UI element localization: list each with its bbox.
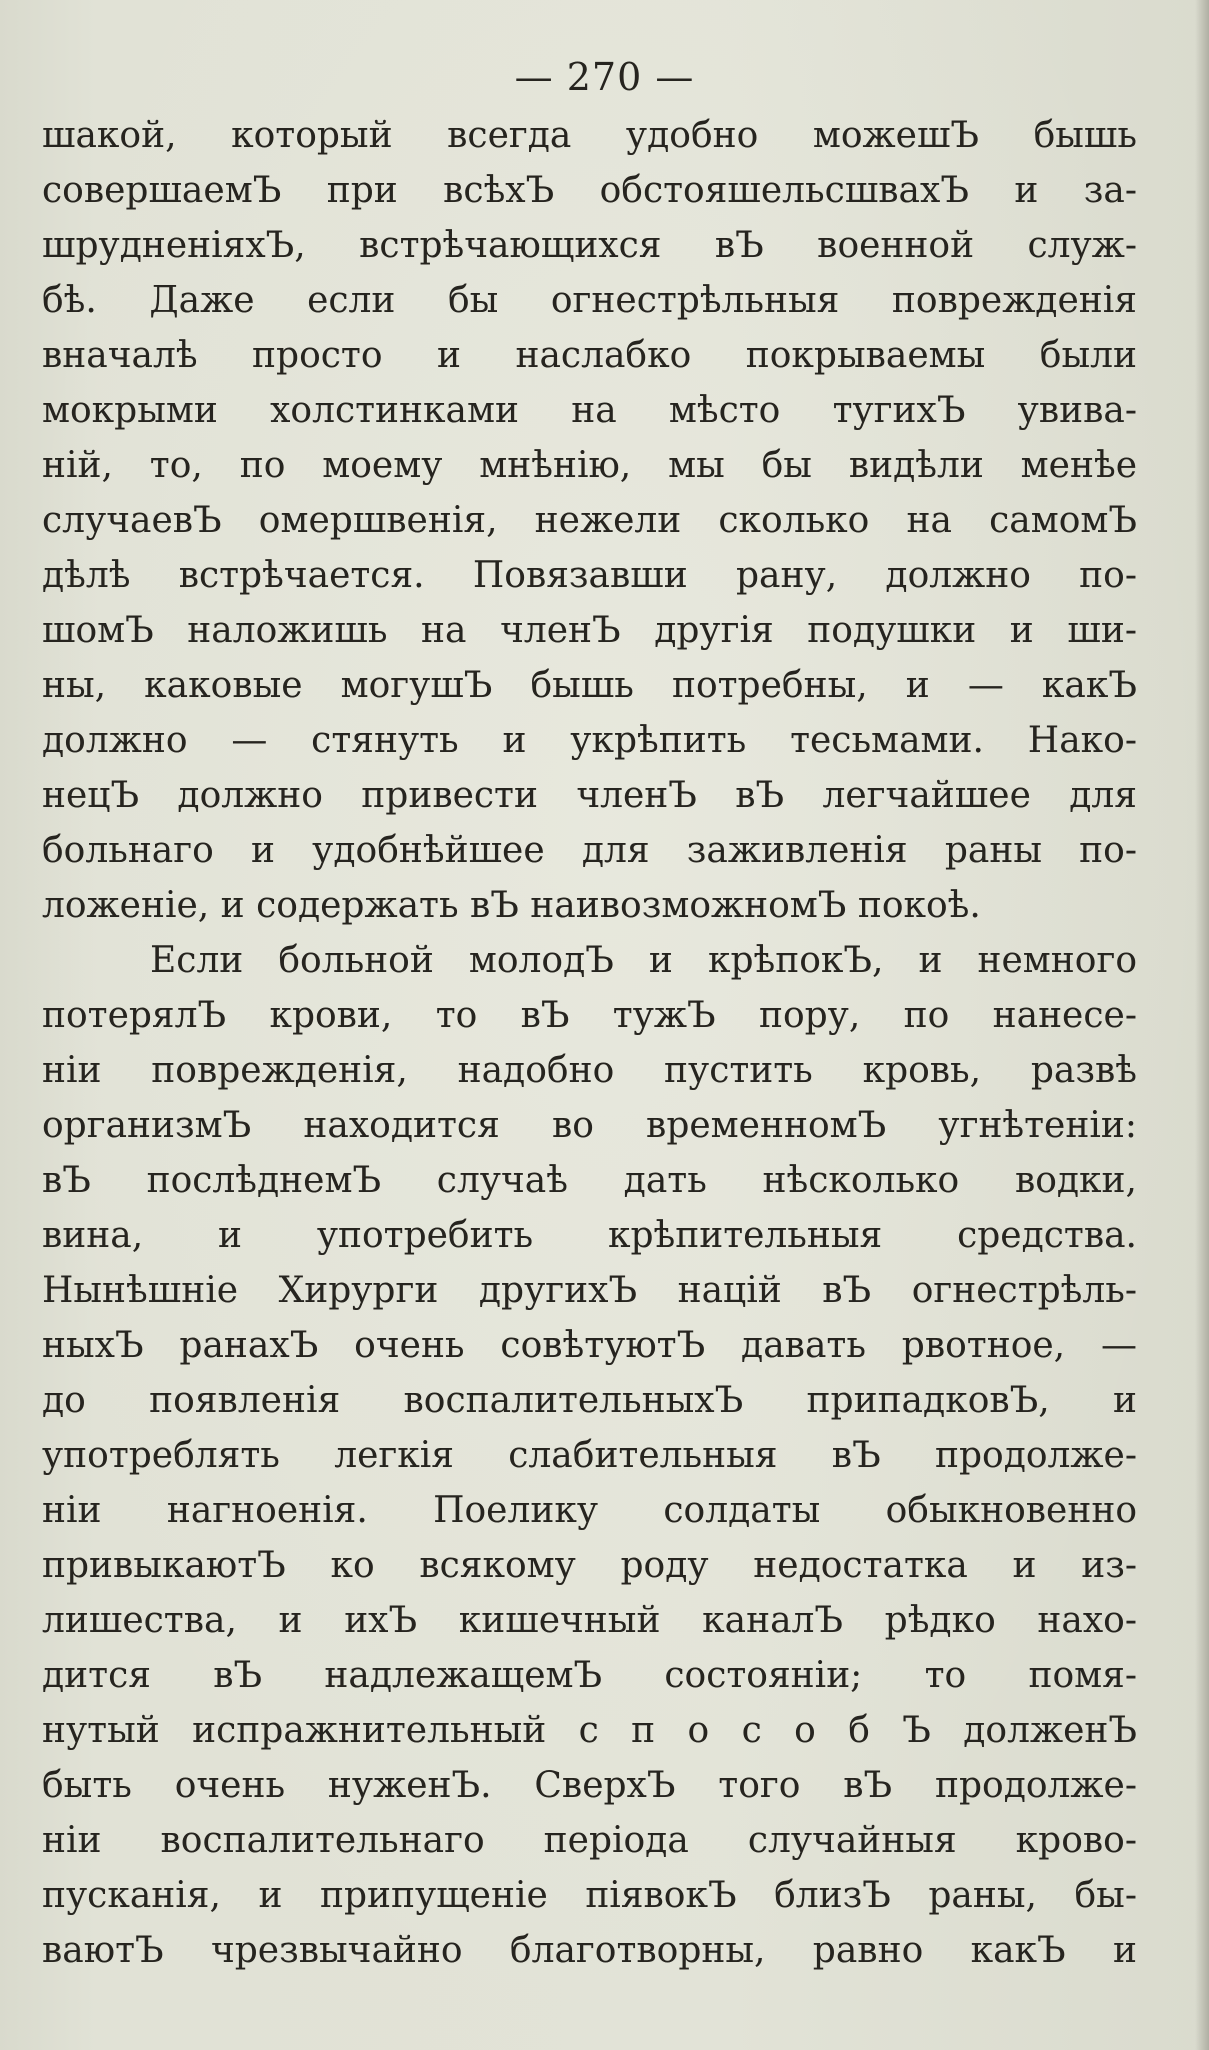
text-line: больнаго и удобнѣйшее для заживленія раны по- <box>42 830 1137 871</box>
text-line: нецЪ должно привести членЪ вЪ легчайшее для <box>42 775 1137 816</box>
text-line: дѣлѣ встрѣчается. Повязавши рану, должно по- <box>42 555 1137 596</box>
text-line: ніи нагноенія. Поелику солдаты обыкновенно <box>42 1490 1137 1531</box>
page-edge-shadow <box>1195 0 1209 2050</box>
text-line: нутый испражнительный с п о с о б Ъ долженЪ <box>42 1710 1137 1751</box>
text-line: привыкаютЪ ко всякому роду недостатка и из- <box>42 1545 1137 1586</box>
text-line: ній, то, по моему мнѣнію, мы бы видѣли менѣе <box>42 445 1137 486</box>
text-line: вЪ послѣднемЪ случаѣ дать нѣсколько водки, <box>42 1160 1137 1201</box>
text-line: бѣ. Даже если бы огнестрѣльныя поврежденія <box>42 280 1137 321</box>
text-line: употреблять легкія слабительныя вЪ продолже- <box>42 1435 1137 1476</box>
text-line: организмЪ находится во временномЪ угнѣтеніи: <box>42 1105 1137 1146</box>
text-line: Если больной молодЪ и крѣпокЪ, и немного <box>150 940 1137 981</box>
text-line: шакой, который всегда удобно можешЪ бышь <box>42 115 1137 156</box>
text-line: дится вЪ надлежащемЪ состояніи; то помя- <box>42 1655 1137 1696</box>
text-line: шрудненіяхЪ, встрѣчающихся вЪ военной служ- <box>42 225 1137 266</box>
page-number: — 270 — <box>514 55 695 99</box>
text-line: лишества, и ихЪ кишечный каналЪ рѣдко нахо- <box>42 1600 1137 1641</box>
text-line: шомЪ наложишь на членЪ другія подушки и ши- <box>42 610 1137 651</box>
text-line: случаевЪ омершвенія, нежели сколько на самомЪ <box>42 500 1137 541</box>
text-line: потерялЪ крови, то вЪ тужЪ пору, по нанесе- <box>42 995 1137 1036</box>
text-line: вина, и употребить крѣпительныя средства. <box>42 1215 1137 1256</box>
text-line: совершаемЪ при всѣхЪ обстояшельсшвахЪ и за- <box>42 170 1137 211</box>
text-line: должно — стянуть и укрѣпить тесьмами. Нако- <box>42 720 1137 761</box>
text-line: ны, каковые могушЪ бышь потребны, и — какЪ <box>42 665 1137 706</box>
text-line: Нынѣшніе Хирурги другихЪ націй вЪ огнестрѣль- <box>42 1270 1137 1311</box>
text-line: ніи поврежденія, надобно пустить кровь, развѣ <box>42 1050 1137 1091</box>
text-line: мокрыми холстинками на мѣсто тугихЪ увива- <box>42 390 1137 431</box>
text-line: ніи воспалительнаго періода случайныя крово- <box>42 1820 1137 1861</box>
body-text <box>42 108 1137 1978</box>
text-line: до появленія воспалительныхЪ припадковЪ, и <box>42 1380 1137 1421</box>
text-line: ваютЪ чрезвычайно благотворны, равно какЪ и <box>42 1930 1137 1971</box>
text-line: пусканія, и припущеніе піявокЪ близЪ раны, бы- <box>42 1875 1137 1916</box>
text-line: ныхЪ ранахЪ очень совѣтуютЪ давать рвотное, — <box>42 1325 1137 1366</box>
text-line: вначалѣ просто и наслабко покрываемы были <box>42 335 1137 376</box>
text-line: быть очень нуженЪ. СверхЪ того вЪ продолже- <box>42 1765 1137 1806</box>
text-line: ложеніе, и содержать вЪ наивозможномЪ покоѣ. <box>42 885 981 926</box>
